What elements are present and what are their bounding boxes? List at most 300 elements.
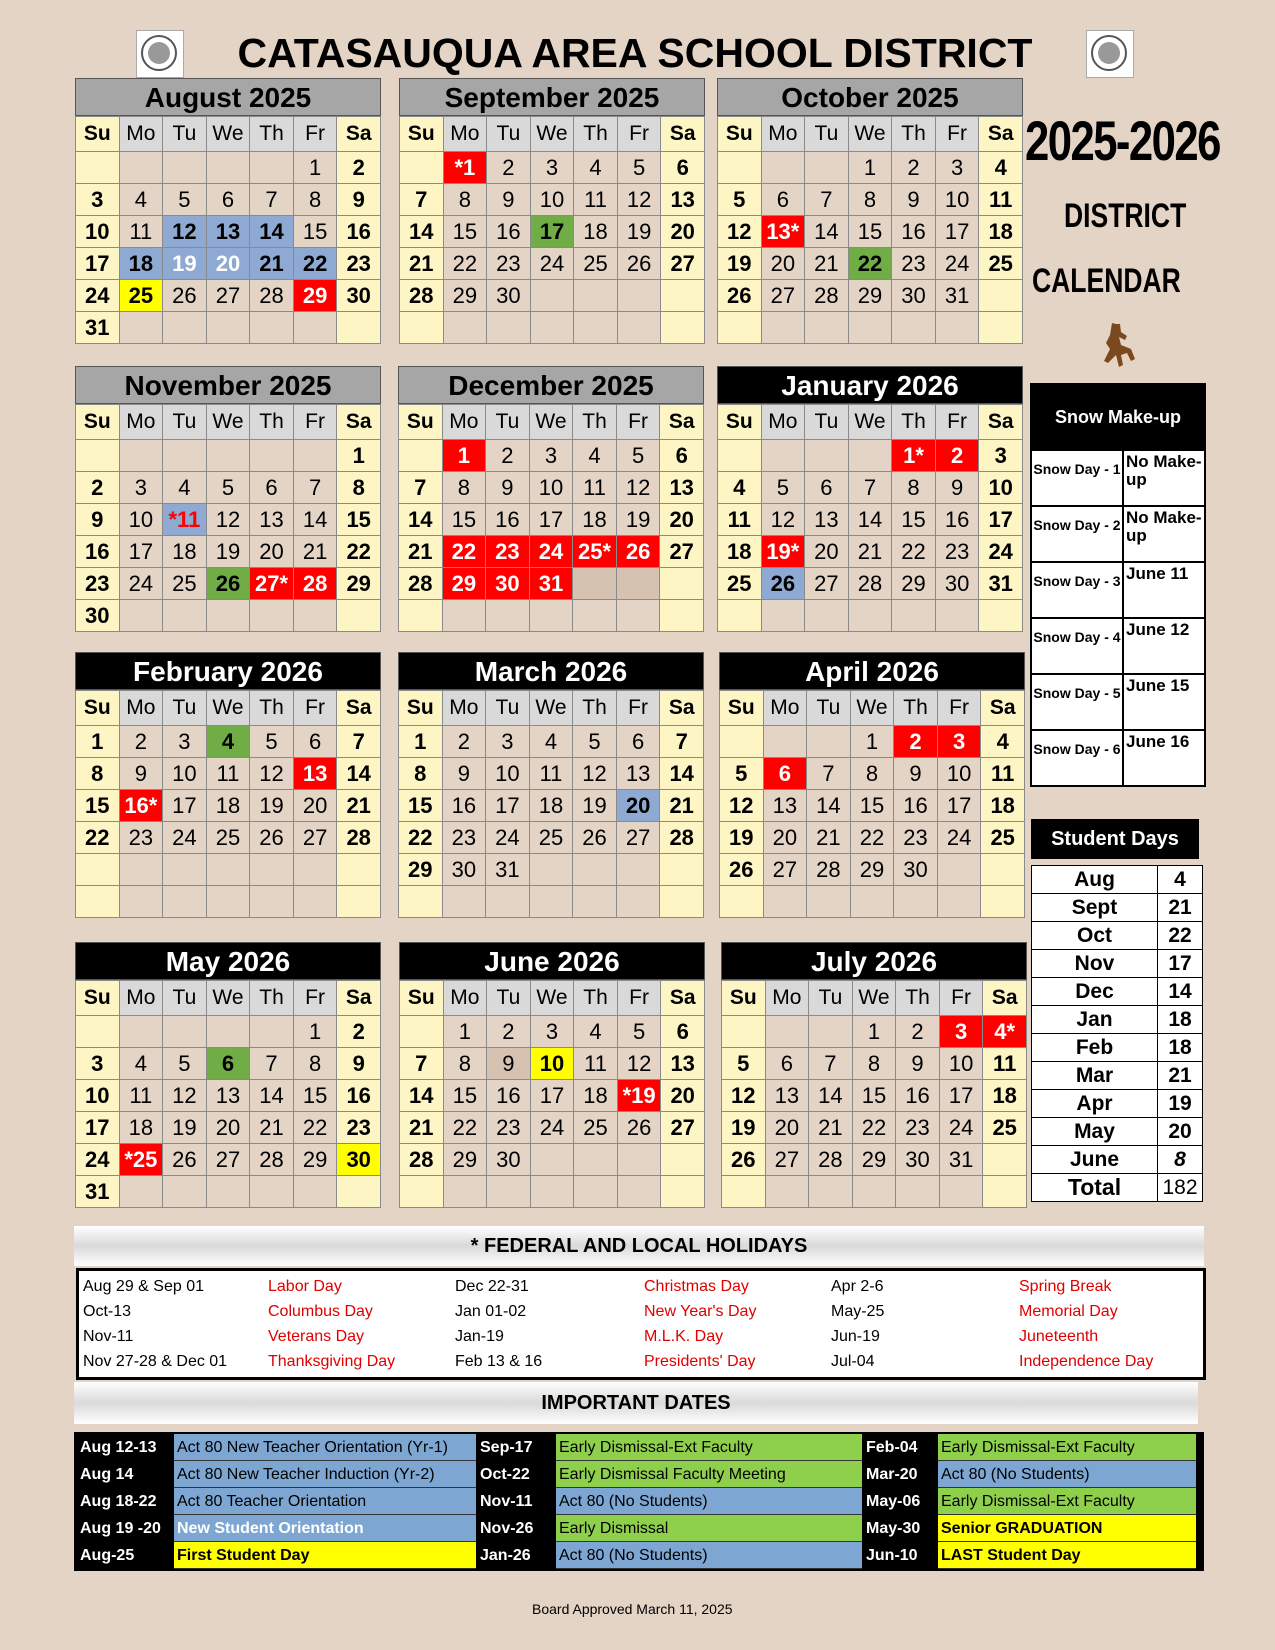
calendar-day: 14 bbox=[807, 790, 851, 822]
calendar-day: 14 bbox=[805, 216, 849, 248]
calendar-day: 28 bbox=[293, 568, 337, 600]
calendar-day: 15 bbox=[892, 504, 936, 536]
calendar-day: 11 bbox=[979, 184, 1023, 216]
calendar-day bbox=[807, 886, 851, 918]
calendar-day: 30 bbox=[337, 280, 381, 312]
day-name: Fr bbox=[617, 981, 661, 1016]
calendar-day bbox=[718, 152, 762, 184]
important-date: Aug 18-22 bbox=[76, 1488, 174, 1515]
calendar-day: 19 bbox=[206, 536, 250, 568]
calendar-day bbox=[119, 440, 163, 472]
student-days-row bbox=[1032, 1062, 1203, 1090]
important-date: Mar-20 bbox=[862, 1461, 938, 1488]
calendar-day: 10 bbox=[163, 758, 207, 790]
student-days-count: 20 bbox=[1158, 1118, 1203, 1146]
calendar-day: 8 bbox=[399, 758, 443, 790]
day-name: Fr bbox=[293, 117, 337, 152]
important-date-row bbox=[76, 1434, 1202, 1461]
month-calendar bbox=[75, 942, 381, 1208]
calendar-day: 19 bbox=[722, 1112, 766, 1144]
calendar-day bbox=[660, 568, 704, 600]
calendar-day: 23 bbox=[486, 536, 530, 568]
calendar-day bbox=[805, 312, 849, 344]
important-date: Aug 12-13 bbox=[76, 1434, 174, 1461]
board-approved-note: Board Approved March 11, 2025 bbox=[532, 1601, 733, 1617]
snow-day-label: Snow Day - 2 bbox=[1032, 507, 1124, 561]
calendar-day bbox=[530, 1176, 574, 1208]
calendar-day: 23 bbox=[896, 1112, 940, 1144]
day-name: Sa bbox=[337, 117, 381, 152]
snow-makeup-date: No Make-up bbox=[1126, 452, 1202, 489]
calendar-day: 28 bbox=[400, 1144, 444, 1176]
calendar-day: 10 bbox=[486, 758, 530, 790]
calendar-day: 1 bbox=[293, 152, 337, 184]
calendar-day bbox=[206, 152, 250, 184]
calendar-day: 26 bbox=[720, 854, 764, 886]
holiday-row bbox=[79, 1349, 1203, 1374]
calendar-day: 1 bbox=[399, 726, 443, 758]
calendar-day: 11 bbox=[574, 184, 618, 216]
calendar-day: 3 bbox=[530, 152, 574, 184]
calendar-day: 9 bbox=[892, 184, 936, 216]
calendar-day: 30 bbox=[486, 568, 530, 600]
bronco-rider-icon bbox=[1098, 322, 1138, 378]
calendar-day bbox=[661, 280, 705, 312]
calendar-day: 15 bbox=[848, 216, 892, 248]
calendar-day bbox=[206, 1016, 250, 1048]
student-days-count: 19 bbox=[1158, 1090, 1203, 1118]
calendar-day: 25 bbox=[574, 1112, 618, 1144]
calendar-day bbox=[809, 1176, 853, 1208]
calendar-day: 1 bbox=[848, 152, 892, 184]
calendar-day bbox=[979, 280, 1023, 312]
day-name: Mo bbox=[119, 981, 163, 1016]
calendar-day: 14 bbox=[400, 1080, 444, 1112]
calendar-day: 14 bbox=[809, 1080, 853, 1112]
calendar-day: 21 bbox=[293, 536, 337, 568]
calendar-day: 5 bbox=[616, 440, 660, 472]
calendar-day: 3 bbox=[937, 726, 981, 758]
student-days-row bbox=[1032, 1006, 1203, 1034]
calendar-day bbox=[76, 886, 120, 918]
calendar-day: 6 bbox=[616, 726, 660, 758]
calendar-day: 15 bbox=[850, 790, 894, 822]
calendar-day: 12 bbox=[617, 1048, 661, 1080]
calendar-day bbox=[617, 1144, 661, 1176]
calendar-day bbox=[400, 312, 444, 344]
calendar-day: 12 bbox=[720, 790, 764, 822]
calendar-day: 14 bbox=[250, 216, 294, 248]
calendar-day bbox=[529, 600, 573, 632]
calendar-day bbox=[617, 312, 661, 344]
calendar-day: 16 bbox=[894, 790, 938, 822]
calendar-day: 16 bbox=[892, 216, 936, 248]
calendar-day: 1 bbox=[443, 1016, 487, 1048]
calendar-day: 27 bbox=[206, 280, 250, 312]
calendar-day bbox=[981, 886, 1025, 918]
important-date: Jan-26 bbox=[476, 1542, 556, 1569]
calendar-day bbox=[573, 854, 617, 886]
holiday-name: Veterans Day bbox=[268, 1328, 365, 1345]
calendar-day bbox=[761, 152, 805, 184]
day-name: Fr bbox=[293, 691, 337, 726]
calendar-day: 13 bbox=[206, 216, 250, 248]
day-name: Th bbox=[892, 117, 936, 152]
calendar-day: 24 bbox=[119, 568, 163, 600]
calendar-day: 22 bbox=[852, 1112, 896, 1144]
calendar-day bbox=[400, 1016, 444, 1048]
calendar-day: 26 bbox=[617, 1112, 661, 1144]
calendar-day: 20 bbox=[761, 248, 805, 280]
calendar-day: 12 bbox=[761, 504, 805, 536]
day-name: Fr bbox=[617, 117, 661, 152]
calendar-day: 13 bbox=[616, 758, 660, 790]
calendar-day: 24 bbox=[530, 1112, 574, 1144]
holiday-name: M.L.K. Day bbox=[644, 1328, 724, 1345]
day-name: Su bbox=[400, 117, 444, 152]
calendar-day: 8 bbox=[852, 1048, 896, 1080]
calendar-day: 14 bbox=[848, 504, 892, 536]
calendar-day: 5 bbox=[163, 1048, 207, 1080]
student-days-title: Student Days bbox=[1031, 819, 1199, 859]
holiday-name: Thanksgiving Day bbox=[268, 1353, 396, 1370]
calendar-day: 26 bbox=[163, 280, 207, 312]
calendar-day bbox=[761, 600, 805, 632]
calendar-day bbox=[661, 1176, 705, 1208]
day-name: Sa bbox=[337, 405, 381, 440]
calendar-day: 3 bbox=[935, 152, 979, 184]
calendar-day: 30 bbox=[487, 1144, 531, 1176]
calendar-day: 8 bbox=[442, 472, 486, 504]
important-event: Early Dismissal-Ext Faculty bbox=[938, 1434, 1196, 1461]
calendar-day: 30 bbox=[76, 600, 120, 632]
day-name: Sa bbox=[983, 981, 1027, 1016]
student-days-month: Total bbox=[1032, 1174, 1158, 1202]
month-calendar bbox=[75, 366, 381, 632]
day-name: We bbox=[848, 405, 892, 440]
calendar-day: 12 bbox=[163, 1080, 207, 1112]
calendar-day: 26 bbox=[722, 1144, 766, 1176]
calendar-day: 2 bbox=[442, 726, 486, 758]
calendar-day: 29 bbox=[848, 280, 892, 312]
calendar-day: 14 bbox=[660, 758, 704, 790]
calendar-day: 4 bbox=[163, 472, 207, 504]
day-name: Su bbox=[399, 691, 443, 726]
calendar-day: 3 bbox=[979, 440, 1023, 472]
calendar-day bbox=[250, 1176, 294, 1208]
calendar-day bbox=[337, 312, 381, 344]
calendar-day: 3 bbox=[163, 726, 207, 758]
calendar-day bbox=[892, 600, 936, 632]
calendar-day: 14 bbox=[399, 504, 443, 536]
important-date: Nov-11 bbox=[476, 1488, 556, 1515]
day-name: Fr bbox=[293, 981, 337, 1016]
calendar-day bbox=[163, 1176, 207, 1208]
day-name: We bbox=[530, 117, 574, 152]
calendar-day: 19 bbox=[163, 248, 207, 280]
student-days-month: Dec bbox=[1032, 978, 1158, 1006]
calendar-day: 8 bbox=[443, 184, 487, 216]
calendar-day bbox=[616, 600, 660, 632]
day-name: Su bbox=[718, 117, 762, 152]
calendar-day: 5 bbox=[617, 152, 661, 184]
calendar-day: 23 bbox=[119, 822, 163, 854]
calendar-day: 21 bbox=[250, 1112, 294, 1144]
holidays-title: * FEDERAL AND LOCAL HOLIDAYS bbox=[74, 1226, 1204, 1266]
district-word: DISTRICT bbox=[1064, 197, 1187, 235]
day-name: Sa bbox=[660, 691, 704, 726]
holiday-date: Feb 13 & 16 bbox=[455, 1353, 543, 1370]
calendar-day: 18 bbox=[529, 790, 573, 822]
student-days-month: Feb bbox=[1032, 1034, 1158, 1062]
calendar-day bbox=[937, 886, 981, 918]
calendar-day: 26 bbox=[250, 822, 294, 854]
calendar-day bbox=[163, 1016, 207, 1048]
calendar-day: 27 bbox=[661, 1112, 705, 1144]
day-name: Mo bbox=[761, 405, 805, 440]
calendar-day bbox=[293, 854, 337, 886]
day-name: Sa bbox=[337, 981, 381, 1016]
important-event: Act 80 (No Students) bbox=[556, 1542, 862, 1569]
calendar-day: 31 bbox=[486, 854, 530, 886]
calendar-day bbox=[617, 1176, 661, 1208]
calendar-day: 26 bbox=[617, 248, 661, 280]
calendar-day: 28 bbox=[250, 280, 294, 312]
important-date: May-30 bbox=[862, 1515, 938, 1542]
calendar-day bbox=[574, 280, 618, 312]
day-name: Su bbox=[76, 691, 120, 726]
important-date: Aug 19 -20 bbox=[76, 1515, 174, 1542]
calendar-day: 3 bbox=[939, 1016, 983, 1048]
day-name: Sa bbox=[660, 405, 704, 440]
snow-day-row bbox=[1032, 729, 1204, 785]
calendar-day bbox=[979, 600, 1023, 632]
calendar-day: 16 bbox=[935, 504, 979, 536]
calendar-day: 26 bbox=[718, 280, 762, 312]
calendar-day: 2 bbox=[935, 440, 979, 472]
calendar-day: 30 bbox=[337, 1144, 381, 1176]
calendar-day bbox=[399, 440, 443, 472]
holiday-name: Presidents' Day bbox=[644, 1353, 756, 1370]
calendar-day bbox=[206, 312, 250, 344]
calendar-day: 19 bbox=[720, 822, 764, 854]
snow-makeup-date: June 11 bbox=[1126, 564, 1189, 583]
calendar-day: 22 bbox=[293, 1112, 337, 1144]
district-logo-left bbox=[136, 30, 184, 78]
calendar-day: 17 bbox=[530, 216, 574, 248]
snow-day-row bbox=[1032, 449, 1204, 505]
day-name: Mo bbox=[443, 117, 487, 152]
calendar-day: 25* bbox=[573, 536, 617, 568]
calendar-day: 29 bbox=[852, 1144, 896, 1176]
calendar-day bbox=[848, 312, 892, 344]
day-name: Fr bbox=[939, 981, 983, 1016]
calendar-day: 5 bbox=[722, 1048, 766, 1080]
calendar-day: 25 bbox=[718, 568, 762, 600]
calendar-day: 29 bbox=[442, 568, 486, 600]
day-name: We bbox=[848, 117, 892, 152]
calendar-day: 6 bbox=[761, 184, 805, 216]
calendar-day: 22 bbox=[892, 536, 936, 568]
student-days-month: Nov bbox=[1032, 950, 1158, 978]
calendar-day: 26 bbox=[761, 568, 805, 600]
calendar-day: 20 bbox=[765, 1112, 809, 1144]
calendar-day: 8 bbox=[293, 1048, 337, 1080]
student-days-count: 22 bbox=[1158, 922, 1203, 950]
calendar-day: 10 bbox=[76, 1080, 120, 1112]
day-name: Th bbox=[250, 981, 294, 1016]
calendar-day: 5 bbox=[206, 472, 250, 504]
calendar-day bbox=[805, 152, 849, 184]
calendar-day: 23 bbox=[337, 248, 381, 280]
calendar-day: 18 bbox=[979, 216, 1023, 248]
calendar-day: 17 bbox=[486, 790, 530, 822]
calendar-day: 16 bbox=[896, 1080, 940, 1112]
calendar-day: 6 bbox=[661, 1016, 705, 1048]
calendar-day: 20 bbox=[293, 790, 337, 822]
student-days-row bbox=[1032, 1174, 1203, 1202]
calendar-day: 29 bbox=[892, 568, 936, 600]
calendar-day: 6 bbox=[661, 152, 705, 184]
calendar-day: 27* bbox=[250, 568, 294, 600]
calendar-day bbox=[400, 152, 444, 184]
calendar-day: 7 bbox=[807, 758, 851, 790]
calendar-day bbox=[720, 726, 764, 758]
month-title: January 2026 bbox=[717, 366, 1023, 404]
calendar-day: 27 bbox=[763, 854, 807, 886]
calendar-day: 26 bbox=[573, 822, 617, 854]
calendar-day: 21 bbox=[809, 1112, 853, 1144]
calendar-day bbox=[250, 312, 294, 344]
calendar-day bbox=[163, 312, 207, 344]
calendar-day: 17 bbox=[119, 536, 163, 568]
calendar-day: 3 bbox=[76, 184, 120, 216]
calendar-day bbox=[574, 1176, 618, 1208]
holiday-date: Jan 01-02 bbox=[455, 1303, 527, 1320]
calendar-day: 18 bbox=[119, 248, 163, 280]
calendar-day: 23 bbox=[892, 248, 936, 280]
student-days-month: Apr bbox=[1032, 1090, 1158, 1118]
calendar-day: 4 bbox=[119, 1048, 163, 1080]
student-days-row bbox=[1032, 1090, 1203, 1118]
calendar-day bbox=[718, 600, 762, 632]
calendar-day: 4 bbox=[574, 152, 618, 184]
calendar-day: 9 bbox=[487, 1048, 531, 1080]
holiday-name: Spring Break bbox=[1019, 1278, 1112, 1295]
calendar-day bbox=[293, 312, 337, 344]
calendar-day: 20 bbox=[660, 504, 704, 536]
holiday-name: Christmas Day bbox=[644, 1278, 749, 1295]
calendar-day: 21 bbox=[400, 248, 444, 280]
calendar-day bbox=[293, 886, 337, 918]
calendar-day: 4 bbox=[574, 1016, 618, 1048]
calendar-day bbox=[530, 280, 574, 312]
calendar-day: 19 bbox=[617, 216, 661, 248]
calendar-day bbox=[616, 854, 660, 886]
calendar-day: 8 bbox=[293, 184, 337, 216]
calendar-day: 22 bbox=[443, 1112, 487, 1144]
day-name: We bbox=[206, 981, 250, 1016]
calendar-day: 18 bbox=[981, 790, 1025, 822]
calendar-day bbox=[163, 152, 207, 184]
calendar-day: 28 bbox=[660, 822, 704, 854]
calendar-day: 13 bbox=[763, 790, 807, 822]
calendar-day: 30 bbox=[894, 854, 938, 886]
calendar-day bbox=[399, 600, 443, 632]
calendar-day bbox=[848, 600, 892, 632]
day-name: Mo bbox=[443, 981, 487, 1016]
calendar-day: 24 bbox=[935, 248, 979, 280]
calendar-day: 12 bbox=[617, 184, 661, 216]
calendar-day: 28 bbox=[805, 280, 849, 312]
calendar-day bbox=[852, 1176, 896, 1208]
calendar-day: 21 bbox=[660, 790, 704, 822]
student-days-month: May bbox=[1032, 1118, 1158, 1146]
calendar-day: 22 bbox=[337, 536, 381, 568]
day-name: Sa bbox=[979, 405, 1023, 440]
calendar-day bbox=[443, 1176, 487, 1208]
calendar-day: 13 bbox=[660, 472, 704, 504]
calendar-day: 16 bbox=[337, 216, 381, 248]
calendar-day: 31 bbox=[939, 1144, 983, 1176]
day-name: Tu bbox=[487, 117, 531, 152]
calendar-day: 13* bbox=[761, 216, 805, 248]
calendar-day bbox=[892, 312, 936, 344]
calendar-day bbox=[337, 1176, 381, 1208]
day-name: Th bbox=[573, 691, 617, 726]
calendar-day: 11 bbox=[718, 504, 762, 536]
calendar-day: 21 bbox=[805, 248, 849, 280]
calendar-day: 4 bbox=[979, 152, 1023, 184]
calendar-day: 7 bbox=[400, 1048, 444, 1080]
calendar-day: 11 bbox=[574, 1048, 618, 1080]
calendar-day: 24 bbox=[939, 1112, 983, 1144]
calendar-day: 16 bbox=[442, 790, 486, 822]
calendar-day: 27 bbox=[616, 822, 660, 854]
calendar-day bbox=[206, 600, 250, 632]
student-days-count: 18 bbox=[1158, 1006, 1203, 1034]
calendar-day: 24 bbox=[979, 536, 1023, 568]
calendar-day: 5 bbox=[718, 184, 762, 216]
calendar-day bbox=[660, 600, 704, 632]
calendar-day: 28 bbox=[807, 854, 851, 886]
student-days-row bbox=[1032, 1118, 1203, 1146]
important-event: First Student Day bbox=[174, 1542, 476, 1569]
calendar-day: 18 bbox=[718, 536, 762, 568]
calendar-day: 9 bbox=[896, 1048, 940, 1080]
calendar-day: *25 bbox=[119, 1144, 163, 1176]
calendar-day: 3 bbox=[529, 440, 573, 472]
calendar-day: 8 bbox=[337, 472, 381, 504]
calendar-day: 6 bbox=[250, 472, 294, 504]
day-name: Mo bbox=[442, 405, 486, 440]
calendar-day: 18 bbox=[983, 1080, 1027, 1112]
calendar-day: 2 bbox=[487, 1016, 531, 1048]
student-days-row bbox=[1032, 1146, 1203, 1174]
calendar-day: 22 bbox=[848, 248, 892, 280]
day-name: We bbox=[206, 691, 250, 726]
calendar-day: 17 bbox=[939, 1080, 983, 1112]
calendar-day bbox=[935, 312, 979, 344]
calendar-day: 11 bbox=[981, 758, 1025, 790]
school-year: 2025-2026 bbox=[1025, 109, 1220, 172]
calendar-day: 23 bbox=[894, 822, 938, 854]
calendar-day: 5 bbox=[250, 726, 294, 758]
calendar-day: 12 bbox=[163, 216, 207, 248]
calendar-day bbox=[763, 886, 807, 918]
calendar-day: 8 bbox=[892, 472, 936, 504]
calendar-day: 31 bbox=[529, 568, 573, 600]
